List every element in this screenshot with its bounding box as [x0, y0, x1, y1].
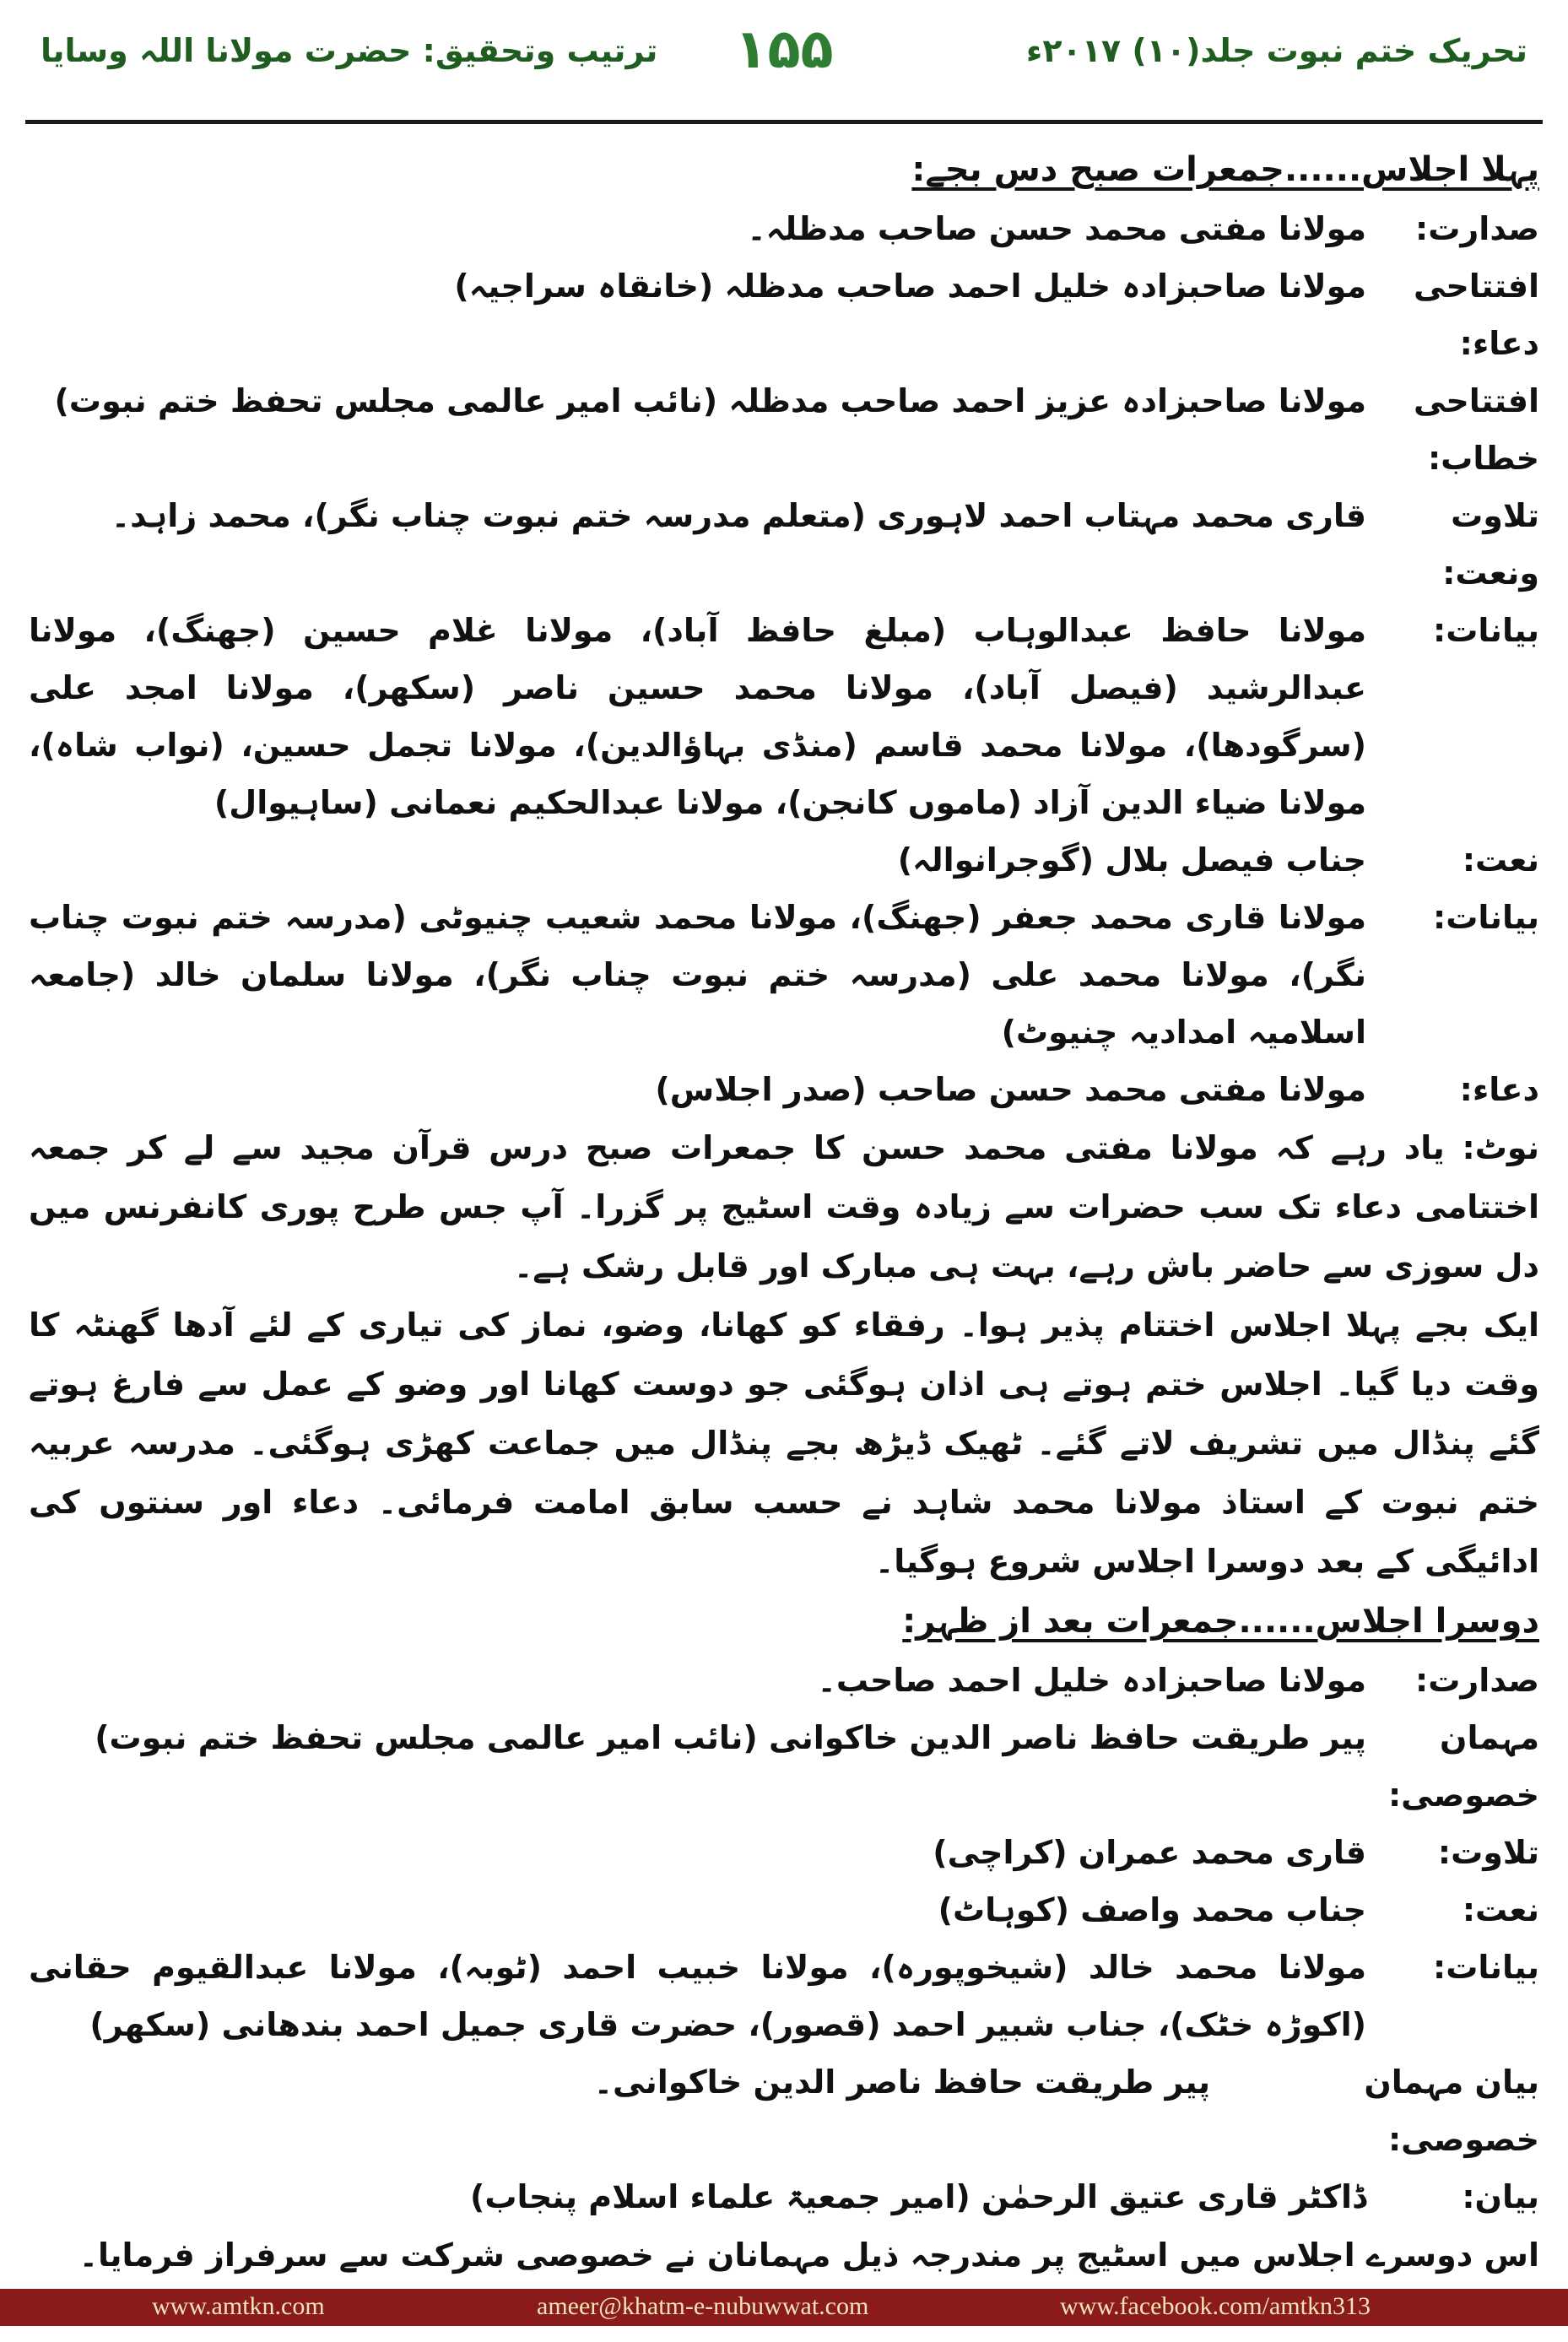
row-value: مولانا صاحبزادہ عزیز احمد صاحب مدظلہ (نائب امیر عالمی مجلس تحفظ ختم نبوت) [54, 382, 1366, 419]
program-row [29, 200, 1539, 257]
row-label: دعاء: [1459, 1071, 1539, 1108]
row-label: تلاوت ونعت: [1442, 497, 1539, 592]
row-value: پیر طریقت حافظ ناصر الدین خاکوانی۔ [593, 2063, 1210, 2101]
program-row [29, 1824, 1539, 1881]
row-value: قاری محمد عمران (کراچی) [933, 1834, 1366, 1871]
page-header [0, 0, 1568, 127]
header-divider [25, 120, 1543, 124]
page-footer [0, 2289, 1568, 2326]
program-row [29, 602, 1539, 831]
row-value: پیر طریقت حافظ ناصر الدین خاکوانی (نائب امیر عالمی مجلس تحفظ ختم نبوت) [95, 1719, 1366, 1756]
compiler-credit: ترتیب وتحقیق: حضرت مولانا اللہ وسایا [41, 32, 658, 69]
facebook-link[interactable]: www.facebook.com/amtkn313 [1060, 2292, 1371, 2320]
row-value: مولانا مفتی محمد حسن صاحب مدظلہ۔ [747, 210, 1366, 247]
session2-heading: دوسرا اجلاس......جمعرات بعد از ظہر: [902, 1602, 1539, 1641]
row-value: ڈاکٹر قاری عتیق الرحمٰن (امیر جمعیۃ علماء اسلام پنجاب) [470, 2178, 1366, 2215]
row-value: مولانا مفتی محمد حسن صاحب (صدر اجلاس) [655, 1071, 1366, 1108]
row-label: تلاوت: [1437, 1834, 1539, 1871]
email-link[interactable]: ameer@khatm-e-nubuwwat.com [537, 2292, 869, 2320]
row-value: مولانا صاحبزادہ خلیل احمد صاحب۔ [817, 1662, 1366, 1699]
row-label: صدارت: [1415, 1662, 1539, 1699]
row-label: نعت: [1462, 1891, 1539, 1928]
program-row [29, 487, 1539, 602]
row-label: بیان: [1462, 2178, 1539, 2215]
row-label: افتتاحی خطاب: [1413, 382, 1539, 477]
website-link[interactable]: www.amtkn.com [152, 2292, 325, 2320]
program-row [29, 1709, 1539, 1824]
program-row [29, 2168, 1539, 2226]
row-label: صدارت: [1415, 210, 1539, 247]
row-value: جناب محمد واصف (کوہاٹ) [938, 1891, 1366, 1928]
row-value: مولانا محمد خالد (شیخوپورہ)، مولانا خبیب احمد (ٹوبہ)، مولانا عبدالقیوم حقانی (اکوڑہ خٹک)، جناب شبیر احمد (قصور)، حضرت قاری جمیل احمد بندھانی (سکھر) [29, 1949, 1366, 2043]
row-label: نعت: [1462, 841, 1539, 879]
page-number: ۱۵۵ [734, 19, 834, 81]
row-label: بیان مہمان خصوصی: [1364, 2063, 1539, 2158]
closing-paragraph: اس دوسرے اجلاس میں اسٹیج پر مندرجہ ذیل مہمانان نے خصوصی شرکت سے سرفراز فرمایا۔ [78, 2237, 1539, 2274]
row-value: مولانا حافظ عبدالوہاب (مبلغ حافظ آباد)، مولانا غلام حسین (جھنگ)، مولانا عبدالرشید (فیصل آباد)، مولانا محمد حسین ناصر (سکھر)، مولانا امجد علی (سرگودھا)، مولانا محمد قاسم (منڈی بہاؤالدین)، مولانا تجمل حسین، (نواب شاہ)، مولانا ضیاء الدین آزاد (ماموں کانجن)، مولانا عبدالحکیم نعمانی (ساہیوال) [29, 612, 1366, 821]
program-row [29, 2053, 1539, 2168]
program-row [29, 889, 1539, 1061]
page-body [29, 139, 1539, 2285]
row-label: بیانات: [1433, 899, 1539, 936]
program-row [29, 372, 1539, 487]
row-value: جناب فیصل بلال (گوجرانوالہ) [897, 841, 1366, 879]
program-row [29, 1652, 1539, 1709]
program-row [29, 831, 1539, 889]
row-value: مولانا صاحبزادہ خلیل احمد صاحب مدظلہ (خانقاہ سراجیہ) [454, 268, 1366, 305]
session1-heading: پہلا اجلاس......جمعرات صبح دس بجے: [911, 150, 1539, 189]
narrative-paragraph: ایک بجے پہلا اجلاس اختتام پذیر ہوا۔ رفقاء کو کھانا، وضو، نماز کی تیاری کے لئے آدھا گھنٹہ کا وقت دیا گیا۔ اجلاس ختم ہوتے ہی اذان ہوگئی جو دوست کھانا اور وضو کے عمل سے فارغ ہوتے گئے پنڈال میں تشریف لاتے گئے۔ ٹھیک ڈیڑھ بجے پنڈال میں جماعت کھڑی ہوگئی۔ مدرسہ عربیہ ختم نبوت کے استاذ مولانا محمد شاہد نے حسب سابق امامت فرمائی۔ دعاء اور سنتوں کی ادائیگی کے بعد دوسرا اجلاس شروع ہوگیا۔ [29, 1306, 1540, 1580]
program-row [29, 257, 1539, 372]
note-paragraph: نوٹ: یاد رہے کہ مولانا مفتی محمد حسن کا جمعرات صبح درس قرآن مجید سے لے کر جمعہ اختتامی دعاء تک سب حضرات سے زیادہ وقت اسٹیج پر گزرا۔ آپ جس طرح پوری کانفرنس میں دل سوزی سے حاضر باش رہے، بہت ہی مبارک اور قابل رشک ہے۔ [29, 1129, 1539, 1285]
session1-program [29, 200, 1539, 1118]
row-label: بیانات: [1433, 1949, 1539, 1986]
program-row [29, 1061, 1539, 1118]
row-label: افتتاحی دعاء: [1413, 268, 1539, 362]
program-row [29, 1939, 1539, 2053]
row-label: مہمان خصوصی: [1387, 1719, 1539, 1814]
program-row [29, 1881, 1539, 1939]
book-title: تحریک ختم نبوت جلد(۱۰) ۲۰۱۷ء [1025, 32, 1527, 69]
row-value: قاری محمد مہتاب احمد لاہوری (متعلم مدرسہ ختم نبوت چناب نگر)، محمد زاہد۔ [111, 497, 1366, 534]
row-value: مولانا قاری محمد جعفر (جھنگ)، مولانا محمد شعیب چنیوٹی (مدرسہ ختم نبوت چناب نگر)، مولانا محمد علی (مدرسہ ختم نبوت چناب نگر)، مولانا سلمان خالد (جامعہ اسلامیہ امدادیہ چنیوٹ) [29, 899, 1366, 1051]
session2-program [29, 1652, 1539, 2226]
row-label: بیانات: [1433, 612, 1539, 649]
